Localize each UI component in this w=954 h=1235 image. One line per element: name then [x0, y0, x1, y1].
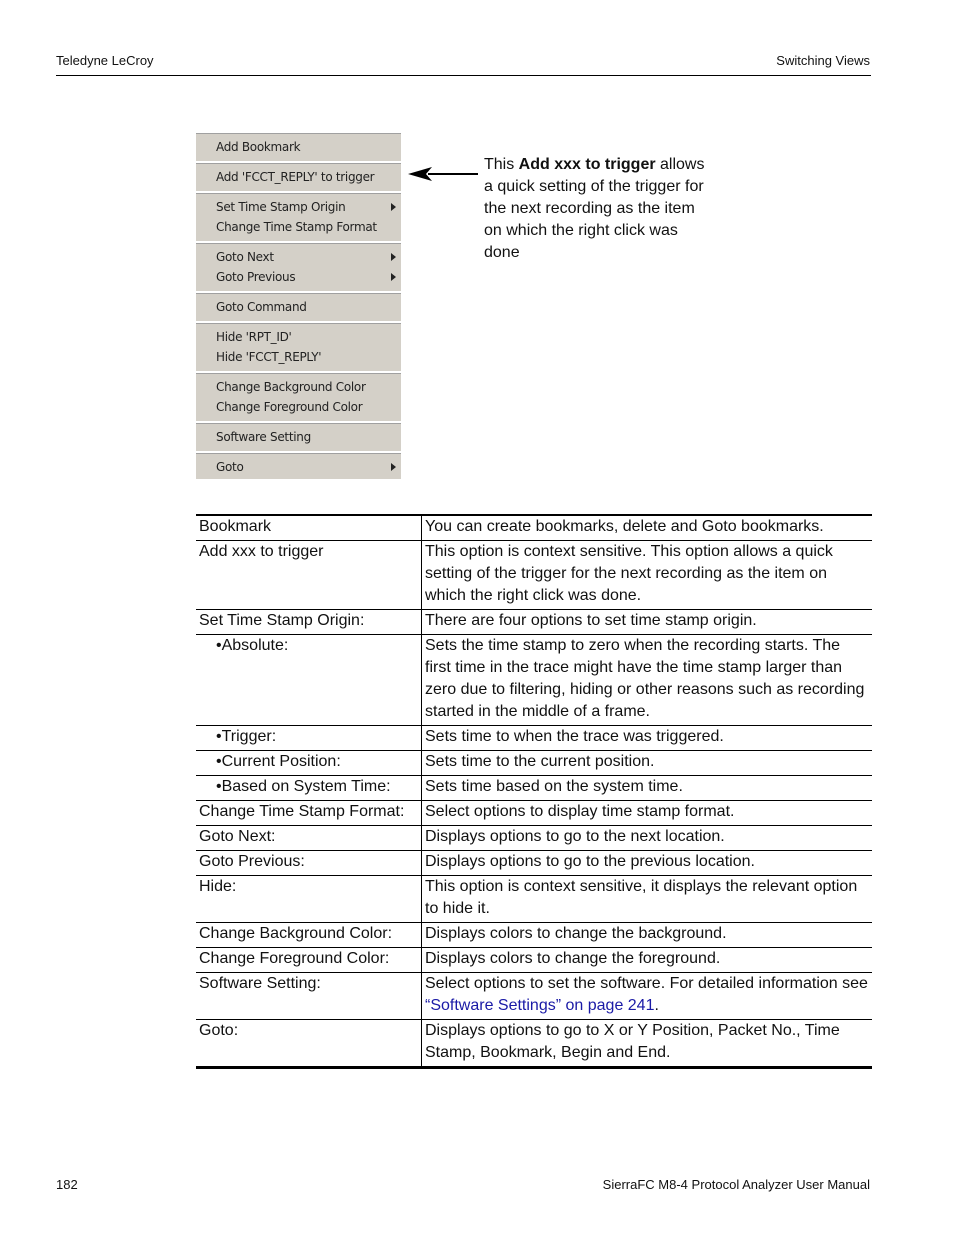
callout-rest: allows a quick setting of the trigger for the next recording as the item on which the right click was done — [484, 156, 705, 261]
option-description — [422, 876, 873, 923]
table-row — [196, 973, 872, 1020]
option-term — [196, 973, 422, 1020]
option-description-text: There are four options to set time stamp origin. — [425, 612, 757, 629]
option-description — [422, 851, 873, 876]
option-description — [422, 515, 873, 541]
menu-item-label: Set Time Stamp Origin — [216, 200, 346, 214]
option-description-text: Displays options to go to the next location. — [425, 828, 725, 845]
option-description-text: Sets time to when the trace was triggered. — [425, 728, 724, 745]
option-term — [196, 635, 422, 726]
menu-item-label: Change Foreground Color — [216, 400, 363, 414]
options-table — [196, 514, 872, 1069]
table-row — [196, 726, 872, 751]
menu-item-label: Goto Next — [216, 250, 274, 264]
table-row — [196, 751, 872, 776]
option-description — [422, 776, 873, 801]
submenu-arrow-icon — [391, 273, 396, 281]
option-term-text: Change Background Color: — [199, 925, 393, 942]
option-term — [196, 801, 422, 826]
option-description — [422, 751, 873, 776]
option-description-text: Sets time based on the system time. — [425, 778, 683, 795]
menu-item-label: Goto — [216, 460, 244, 474]
option-description-text: Sets time to the current position. — [425, 753, 655, 770]
option-term — [196, 876, 422, 923]
menu-item[interactable] — [196, 197, 401, 217]
table-row — [196, 851, 872, 876]
submenu-arrow-icon — [391, 203, 396, 211]
menu-item[interactable] — [196, 167, 401, 187]
option-description-suffix: . — [654, 997, 659, 1014]
option-description-text: Displays colors to change the background. — [425, 925, 727, 942]
table-row — [196, 610, 872, 635]
menu-group — [196, 323, 401, 373]
header-section-title: Switching Views — [776, 53, 870, 68]
menu-item[interactable] — [196, 297, 401, 317]
menu-group — [196, 193, 401, 243]
header-divider — [56, 75, 871, 76]
table-row — [196, 923, 872, 948]
option-description-text: You can create bookmarks, delete and Goto bookmarks. — [425, 518, 824, 535]
option-description-text: Sets the time stamp to zero when the recording starts. The first time in the trace might have the time stamp larger than zero due to filtering, hiding or other reasons such as recording started in the middle of a frame. — [425, 637, 865, 720]
option-term-text: Goto: — [199, 1022, 239, 1039]
table-row — [196, 948, 872, 973]
option-term-text: Hide: — [199, 878, 237, 895]
option-description — [422, 826, 873, 851]
option-term — [196, 726, 422, 751]
menu-item-label: Goto Previous — [216, 270, 296, 284]
option-term-text: Bookmark — [199, 518, 272, 535]
submenu-arrow-icon — [391, 463, 396, 471]
menu-item[interactable] — [196, 377, 401, 397]
submenu-arrow-icon — [391, 253, 396, 261]
table-row — [196, 541, 872, 610]
menu-item-label: Add 'FCCT_REPLY' to trigger — [216, 170, 375, 184]
option-term — [196, 610, 422, 635]
option-term — [196, 1020, 422, 1068]
option-term — [196, 948, 422, 973]
table-row — [196, 826, 872, 851]
cross-reference-link[interactable]: “Software Settings” on page 241 — [425, 997, 655, 1014]
option-description-text: Displays options to go to X or Y Position, Packet No., Time Stamp, Bookmark, Begin and End. — [425, 1022, 840, 1061]
menu-item[interactable] — [196, 267, 401, 287]
option-term-text: •Trigger: — [216, 728, 277, 745]
option-description — [422, 973, 873, 1020]
callout-prefix: This — [484, 156, 519, 173]
option-description-text: This option is context sensitive. This option allows a quick setting of the trigger for the next recording as the item on which the right click was done. — [425, 543, 833, 604]
menu-group — [196, 163, 401, 193]
option-term-text: Goto Next: — [199, 828, 276, 845]
manual-title: SierraFC M8-4 Protocol Analyzer User Manual — [602, 1177, 870, 1192]
menu-item[interactable] — [196, 137, 401, 157]
table-row — [196, 635, 872, 726]
menu-item[interactable] — [196, 427, 401, 447]
option-term-text: •Current Position: — [216, 753, 341, 770]
menu-item[interactable] — [196, 247, 401, 267]
menu-item[interactable] — [196, 217, 401, 237]
option-description-text: This option is context sensitive, it displays the relevant option to hide it. — [425, 878, 858, 917]
menu-item[interactable] — [196, 327, 401, 347]
table-row — [196, 776, 872, 801]
option-term-text: Goto Previous: — [199, 853, 305, 870]
option-description — [422, 726, 873, 751]
option-term-text: Add xxx to trigger — [199, 543, 324, 560]
table-row — [196, 515, 872, 541]
option-description — [422, 948, 873, 973]
option-term — [196, 776, 422, 801]
header-company: Teledyne LeCroy — [56, 53, 154, 68]
option-term-text: Change Foreground Color: — [199, 950, 390, 967]
option-term — [196, 515, 422, 541]
menu-item-label: Change Time Stamp Format — [216, 220, 377, 234]
option-term-text: Software Setting: — [199, 975, 321, 992]
option-term — [196, 923, 422, 948]
option-description — [422, 541, 873, 610]
menu-item-label: Hide 'RPT_ID' — [216, 330, 292, 344]
table-row — [196, 876, 872, 923]
option-description-text: Displays colors to change the foreground. — [425, 950, 721, 967]
option-description — [422, 635, 873, 726]
option-description-text: Select options to display time stamp format. — [425, 803, 735, 820]
menu-item-label: Goto Command — [216, 300, 307, 314]
menu-item[interactable] — [196, 457, 401, 477]
option-term — [196, 826, 422, 851]
menu-group — [196, 133, 401, 163]
menu-item-label: Change Background Color — [216, 380, 366, 394]
option-description — [422, 610, 873, 635]
menu-group — [196, 293, 401, 323]
menu-group — [196, 453, 401, 481]
option-description-text: Select options to set the software. For detailed information see — [425, 975, 868, 992]
menu-item[interactable] — [196, 397, 401, 417]
context-menu — [196, 133, 401, 479]
option-description — [422, 1020, 873, 1068]
callout-note — [484, 154, 714, 264]
page-number: 182 — [56, 1177, 78, 1192]
option-term-text: •Absolute: — [216, 637, 289, 654]
callout-bold-term: Add xxx to trigger — [518, 156, 656, 173]
menu-item[interactable] — [196, 347, 401, 367]
option-description-text: Displays options to go to the previous location. — [425, 853, 755, 870]
callout-arrow-icon — [408, 164, 480, 184]
menu-group — [196, 423, 401, 453]
option-term — [196, 751, 422, 776]
option-description — [422, 801, 873, 826]
table-row — [196, 801, 872, 826]
option-description — [422, 923, 873, 948]
menu-item-label: Hide 'FCCT_REPLY' — [216, 350, 322, 364]
menu-item-label: Add Bookmark — [216, 140, 301, 154]
menu-group — [196, 373, 401, 423]
table-row — [196, 1020, 872, 1068]
option-term-text: Set Time Stamp Origin: — [199, 612, 365, 629]
option-term — [196, 851, 422, 876]
option-term-text: Change Time Stamp Format: — [199, 803, 405, 820]
option-term-text: •Based on System Time: — [216, 778, 391, 795]
menu-item-label: Software Setting — [216, 430, 311, 444]
option-term — [196, 541, 422, 610]
menu-group — [196, 243, 401, 293]
